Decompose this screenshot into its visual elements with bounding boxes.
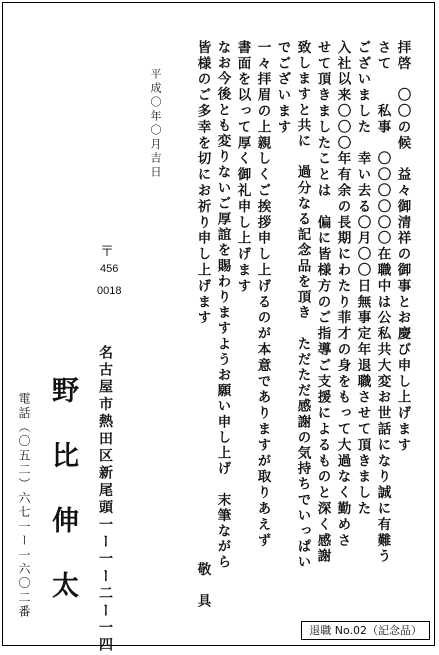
letter-line-1: 拝啓 〇〇の候 益々御清祥の御事とお慶び申し上げます <box>394 40 411 454</box>
sender-name-char-2: 比 <box>52 441 79 472</box>
postal-code-second: 0018 <box>97 285 122 297</box>
sender-name-char-1: 野 <box>52 376 79 407</box>
closing-keigu: 敬 具 <box>194 562 211 610</box>
letter-line-10: なお今後とも変りないご厚誼を賜わりますようお願い申し上げ 末筆ながら <box>214 40 231 571</box>
letter-line-3: ございました 幸い去る〇月〇〇日無事定年退職させて頂きました <box>354 40 371 517</box>
letter-line-8: 一々拝眉の上親しくご挨拶申し上げるのが本意でありますが取りあえず <box>254 40 271 549</box>
sender-address: 名古屋市熱田区新尾頭一ー一ー二ー一四 <box>97 345 113 655</box>
sender-phone: 電話（〇五二）六七一ー一六〇二番 <box>17 392 31 620</box>
letter-line-9: 書面を以って厚く御礼申し上げます <box>234 40 251 295</box>
template-code-label: 退職 No.02（記念品） <box>301 621 430 640</box>
letter-line-6: 致しますと共に 過分なる記念品を頂き ただただ感謝の気持ちでいっぱい <box>294 40 311 571</box>
letter-line-2: さて 私事 〇〇〇〇〇〇在職中は公私共大変お世話になり誠に有難う <box>374 40 391 565</box>
sender-name-char-3: 伸 <box>52 506 79 537</box>
letter-line-11: 皆様のご多幸を切にお祈り申し上げます <box>194 40 211 327</box>
postal-mark: 〒 <box>100 243 114 259</box>
letter-date: 平成〇年〇月吉日 <box>149 68 162 180</box>
letter-line-7: でございます <box>274 40 291 136</box>
sender-name-char-4: 太 <box>52 571 79 602</box>
postal-code-first: 456 <box>100 263 119 275</box>
letter-line-4: 入社以来〇〇〇年有余の長期にわたり菲才の身をもって大過なく勤めさ <box>334 40 351 549</box>
letter-line-5: せて頂きましたことは 偏に皆様方のご指導ご支援によるものと深く感謝 <box>314 40 331 565</box>
